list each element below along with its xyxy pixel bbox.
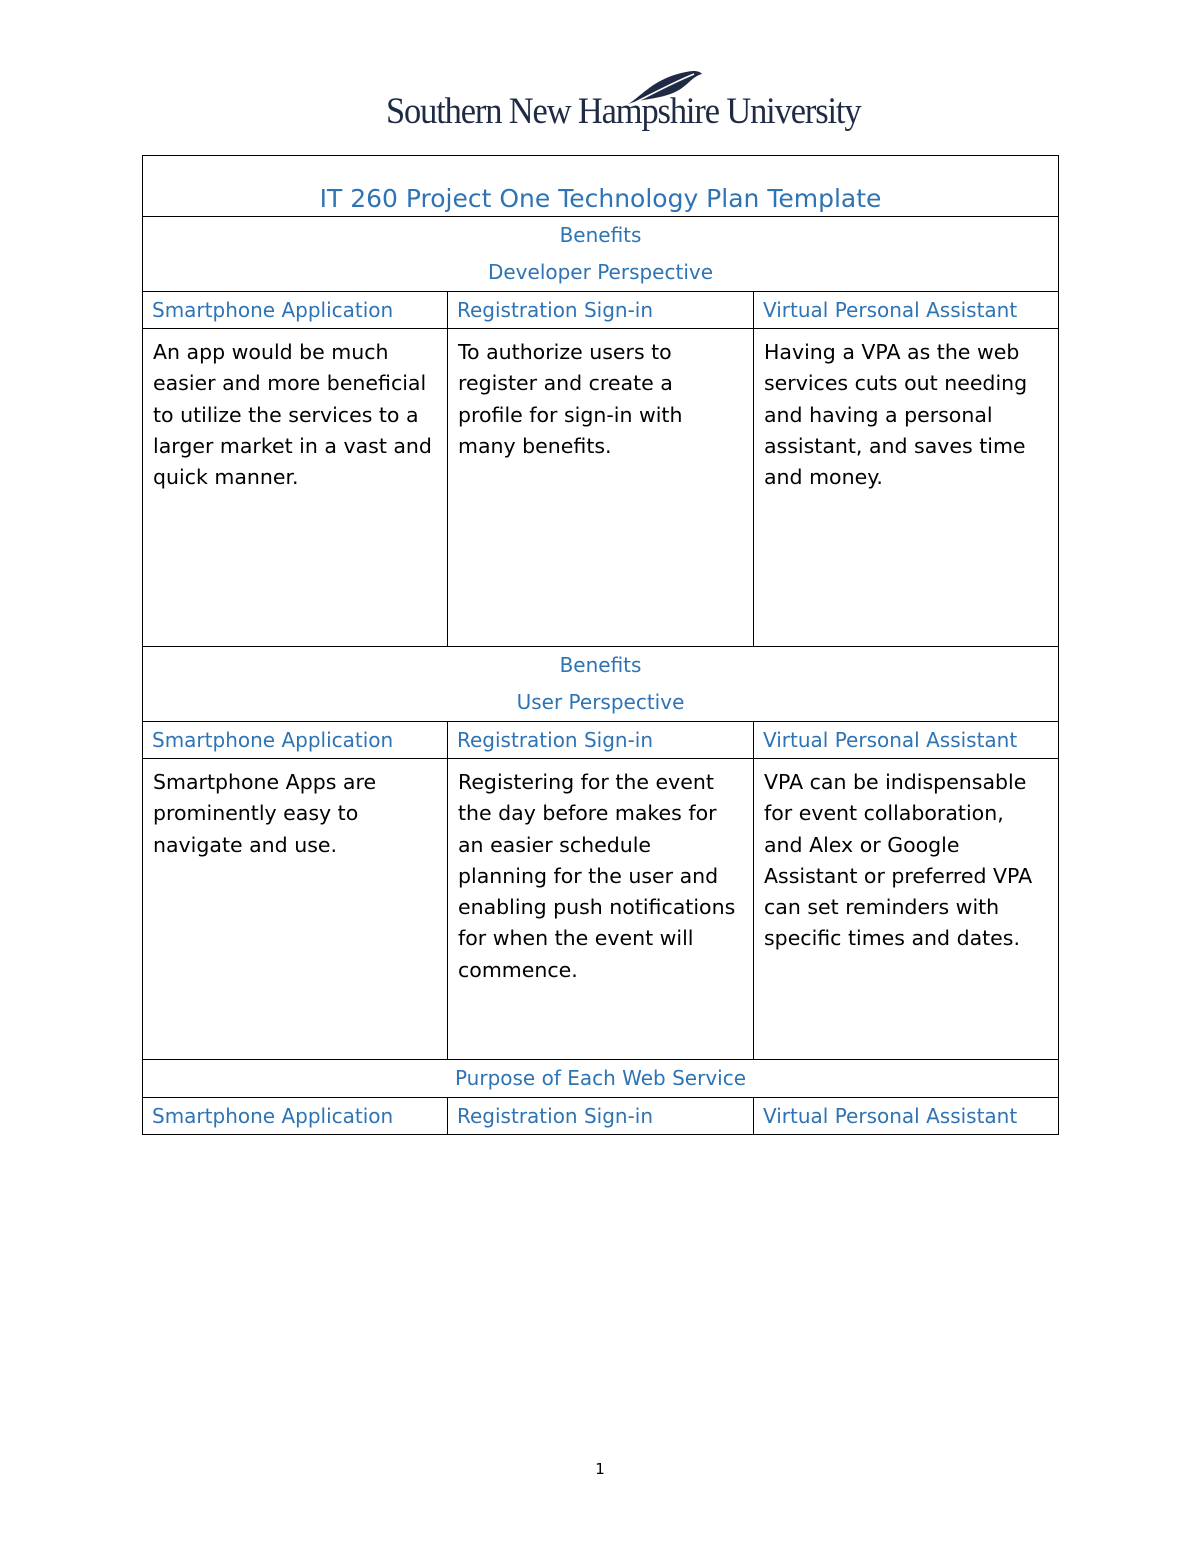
- column-header-vpa: Virtual Personal Assistant: [754, 722, 1059, 759]
- column-header-registration: Registration Sign-in: [448, 722, 754, 759]
- page-number: 1: [595, 1460, 605, 1478]
- user-cell-vpa: VPA can be indispensable for event collaboration, and Alex or Google Assistant or preferred VPA can set reminders with specific times and dates.: [754, 759, 1059, 1060]
- section-subheading: User Perspective: [516, 690, 685, 714]
- developer-cell-vpa: Having a VPA as the web services cuts out needing and having a personal assistant, and saves time and money.: [754, 329, 1059, 647]
- section-subheading: Developer Perspective: [487, 260, 714, 284]
- column-header-smartphone: Smartphone Application: [143, 1098, 448, 1135]
- column-header-vpa: Virtual Personal Assistant: [754, 1098, 1059, 1135]
- user-cell-registration: Registering for the event the day before makes for an easier schedule planning for the user and enabling push notifications for when the event will commence.: [448, 759, 754, 1060]
- column-header-registration: Registration Sign-in: [448, 292, 754, 329]
- user-benefits-header: [143, 647, 1059, 722]
- column-header-smartphone: Smartphone Application: [143, 292, 448, 329]
- column-header-smartphone: Smartphone Application: [143, 722, 448, 759]
- developer-cell-registration: To authorize users to register and create a profile for sign-in with many benefits.: [448, 329, 754, 647]
- developer-cell-smartphone: An app would be much easier and more beneficial to utilize the services to a larger market in a vast and quick manner.: [143, 329, 448, 647]
- section-heading: Benefits: [559, 653, 642, 677]
- section-heading: Benefits: [559, 223, 642, 247]
- purpose-header: Purpose of Each Web Service: [143, 1060, 1059, 1098]
- logo-wordmark: Southern New Hampshire University: [386, 91, 861, 132]
- university-logo: [386, 68, 861, 138]
- column-header-registration: Registration Sign-in: [448, 1098, 754, 1135]
- document-title: IT 260 Project One Technology Plan Template: [319, 183, 882, 213]
- technology-plan-table: [142, 155, 1059, 1135]
- title-cell: [143, 156, 1059, 217]
- user-cell-smartphone: Smartphone Apps are prominently easy to navigate and use.: [143, 759, 448, 1060]
- developer-benefits-header: [143, 217, 1059, 292]
- column-header-vpa: Virtual Personal Assistant: [754, 292, 1059, 329]
